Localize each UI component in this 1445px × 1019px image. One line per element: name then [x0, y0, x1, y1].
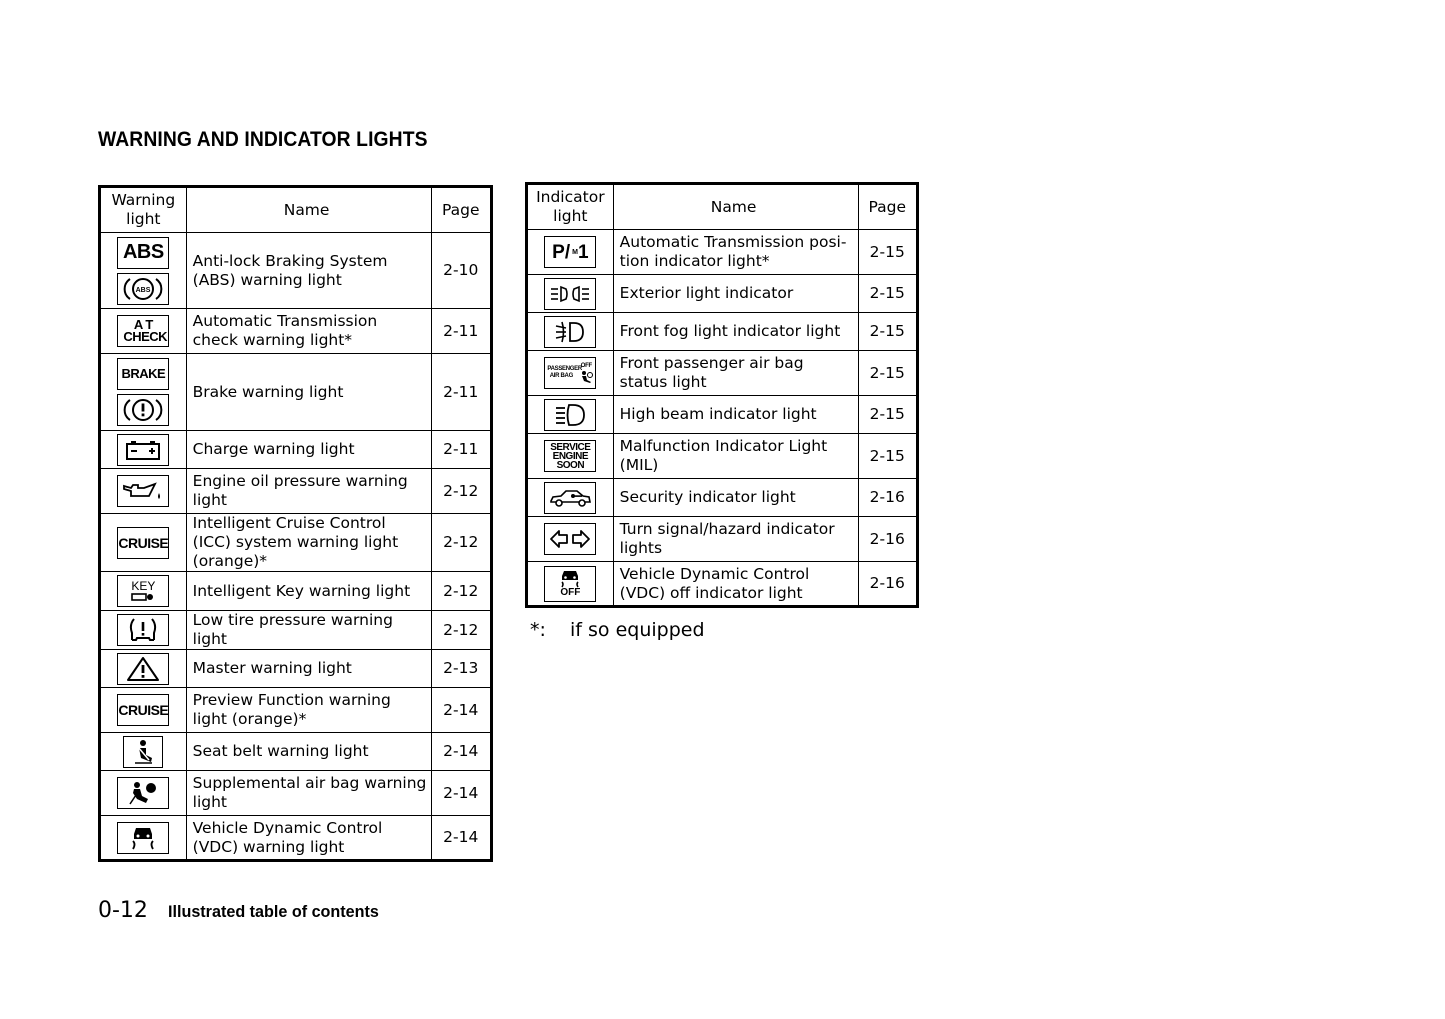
row-page: 2-14	[431, 816, 491, 861]
key-icon: KEY	[117, 575, 169, 607]
footnote	[530, 619, 705, 641]
table-row	[100, 771, 492, 816]
fog-light-icon	[544, 316, 596, 348]
table-row	[100, 611, 492, 650]
oil-can-icon	[117, 475, 169, 507]
row-page: 2-12	[431, 514, 491, 572]
row-page: 2-12	[431, 611, 491, 650]
row-page: 2-11	[431, 309, 491, 354]
row-name: Intelligent Key warning light	[186, 572, 431, 611]
row-name: Low tire pressure warning light	[186, 611, 431, 650]
row-page: 2-12	[431, 572, 491, 611]
page-footer	[98, 898, 390, 923]
passenger-air-bag-icon: PASSENGER AIR BAG OFF	[544, 357, 596, 389]
row-page: 2-11	[431, 354, 491, 431]
table-row	[100, 688, 492, 733]
table-row	[100, 650, 492, 688]
row-page: 2-11	[431, 431, 491, 469]
row-name: High beam indicator light	[613, 396, 858, 434]
table-row	[527, 230, 918, 275]
table-row	[100, 354, 492, 431]
brake-text-icon: BRAKE	[117, 358, 169, 390]
table-row	[100, 572, 492, 611]
row-page: 2-15	[858, 313, 917, 351]
row-name: Automatic Transmission check warning light*	[186, 309, 431, 354]
abs-text-icon: ABS	[117, 237, 169, 269]
table-row	[100, 816, 492, 861]
header-name: Name	[613, 184, 858, 230]
brake-circle-icon	[117, 394, 169, 426]
header-page: Page	[431, 187, 491, 233]
abs-circle-icon	[117, 273, 169, 305]
row-name: Vehicle Dynamic Control (VDC) warning light	[186, 816, 431, 861]
row-page: 2-15	[858, 434, 917, 479]
table-row	[100, 309, 492, 354]
row-page: 2-16	[858, 479, 917, 517]
row-page: 2-10	[431, 233, 491, 309]
turn-signal-icon	[544, 523, 596, 555]
table-row	[100, 514, 492, 572]
abs-circle-label: ABS	[135, 286, 151, 294]
security-car-icon	[544, 482, 596, 514]
table-row	[527, 434, 918, 479]
header-warning-light: Warning light	[100, 187, 187, 233]
row-page: 2-12	[431, 469, 491, 514]
table-header-row	[100, 187, 492, 233]
footnote-text: if so equipped	[570, 619, 705, 641]
header-name: Name	[186, 187, 431, 233]
row-name: Brake warning light	[186, 354, 431, 431]
table-row	[527, 351, 918, 396]
table-row	[527, 396, 918, 434]
table-header-row	[527, 184, 918, 230]
row-name: Supplemental air bag warning light	[186, 771, 431, 816]
tire-pressure-icon	[117, 614, 169, 646]
row-page: 2-15	[858, 351, 917, 396]
vdc-off-icon: OFF	[544, 566, 596, 602]
section-title: Illustrated table of contents	[167, 902, 379, 921]
header-indicator-light: Indicator light	[527, 184, 614, 230]
table-row	[527, 479, 918, 517]
row-page: 2-14	[431, 733, 491, 771]
row-name: Front fog light indicator light	[613, 313, 858, 351]
service-engine-soon-icon: SERVICE ENGINE SOON	[544, 440, 596, 472]
indicator-lights-table	[525, 182, 919, 608]
row-name: Front passenger air bag status light	[613, 351, 858, 396]
high-beam-icon	[544, 399, 596, 431]
row-page: 2-14	[431, 688, 491, 733]
row-name: Anti-lock Braking System (ABS) warning light	[186, 233, 431, 309]
page-number: 0-12	[98, 898, 148, 923]
warning-lights-table	[98, 185, 493, 862]
table-row	[100, 233, 492, 309]
exterior-light-icon	[544, 278, 596, 310]
row-name: Preview Function warning light (orange)*	[186, 688, 431, 733]
battery-icon	[117, 434, 169, 466]
row-name: Seat belt warning light	[186, 733, 431, 771]
air-bag-icon	[117, 777, 169, 809]
seat-belt-icon	[123, 736, 163, 768]
table-row	[100, 733, 492, 771]
row-name: Engine oil pressure warning light	[186, 469, 431, 514]
table-row	[100, 431, 492, 469]
header-page: Page	[858, 184, 917, 230]
table-row	[527, 517, 918, 562]
row-page: 2-16	[858, 562, 917, 607]
row-name: Malfunction Indicator Light (MIL)	[613, 434, 858, 479]
cruise-icon: CRUISE	[117, 527, 169, 559]
row-name: Security indicator light	[613, 479, 858, 517]
at-check-icon: A T CHECK	[117, 315, 169, 347]
row-name: Master warning light	[186, 650, 431, 688]
row-name: Charge warning light	[186, 431, 431, 469]
table-row	[100, 469, 492, 514]
at-position-icon: P/ M 1	[544, 236, 596, 268]
table-row	[527, 562, 918, 607]
row-name: Automatic Transmission posi-tion indicator light*	[613, 230, 858, 275]
row-name: Exterior light indicator	[613, 275, 858, 313]
row-name: Turn signal/hazard indicator lights	[613, 517, 858, 562]
row-page: 2-15	[858, 275, 917, 313]
table-row	[527, 313, 918, 351]
vdc-icon	[117, 822, 169, 854]
row-page: 2-15	[858, 396, 917, 434]
warning-triangle-icon	[117, 653, 169, 685]
row-page: 2-14	[431, 771, 491, 816]
row-name: Intelligent Cruise Control (ICC) system warning light (orange)*	[186, 514, 431, 572]
table-row	[527, 275, 918, 313]
row-page: 2-15	[858, 230, 917, 275]
footnote-mark: *:	[530, 619, 546, 641]
row-name: Vehicle Dynamic Control (VDC) off indicator light	[613, 562, 858, 607]
row-page: 2-13	[431, 650, 491, 688]
page-title: WARNING AND INDICATOR LIGHTS	[98, 128, 428, 151]
cruise-icon: CRUISE	[117, 694, 169, 726]
row-page: 2-16	[858, 517, 917, 562]
